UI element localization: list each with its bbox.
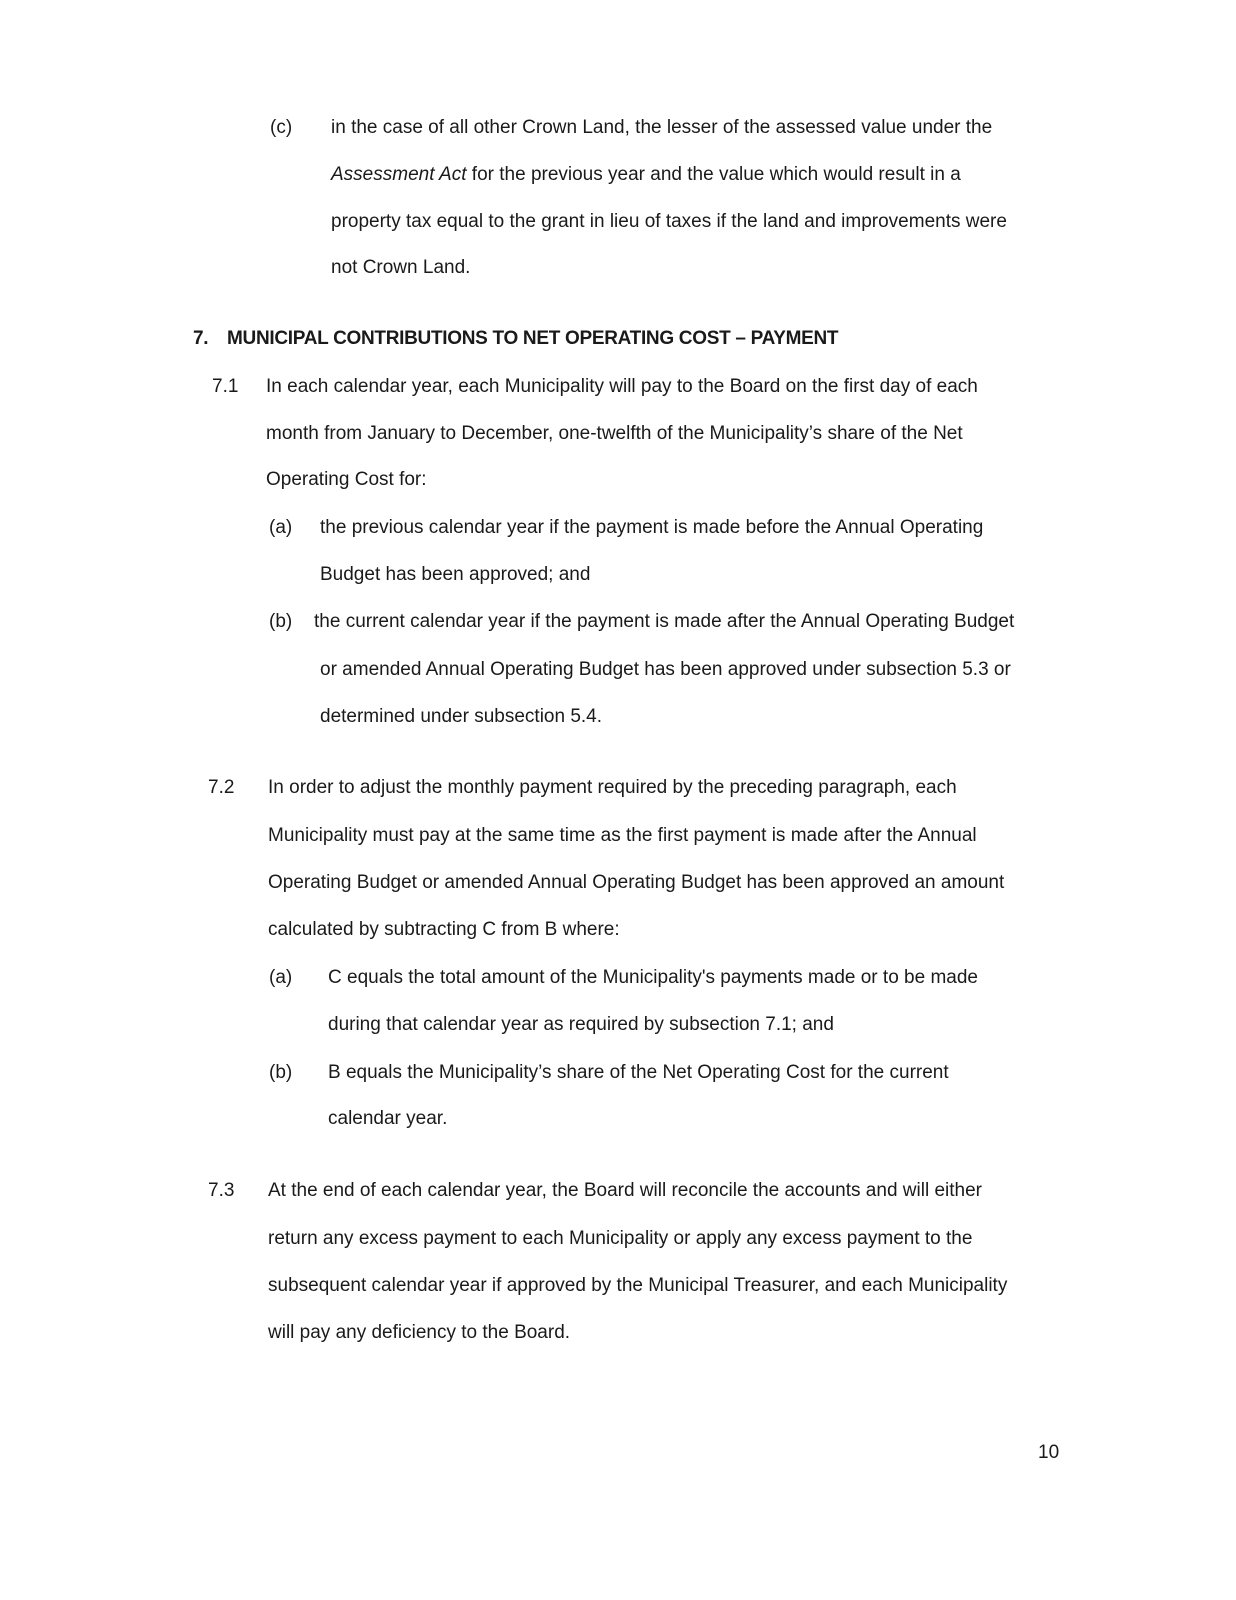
subsection-7-2-a-line-2: during that calendar year as required by subsection 7.1; and [328,1014,834,1035]
subsection-7-1-a-line-1: the previous calendar year if the payment is made before the Annual Operating [320,517,984,538]
subsection-7-2-line-4: calculated by subtracting C from B where: [268,919,620,940]
subsection-7-3-line-1: At the end of each calendar year, the Board will reconcile the accounts and will either [268,1180,982,1201]
subsection-7-3-line-3: subsequent calendar year if approved by the Municipal Treasurer, and each Municipality [268,1275,1008,1296]
subsection-7-2-number: 7.2 [208,777,235,798]
clause-6c-line-1: in the case of all other Crown Land, the lesser of the assessed value under the [331,117,993,138]
subsection-7-2-line-2: Municipality must pay at the same time as the first payment is made after the Annual [268,825,977,846]
subsection-7-1-b-line-2: or amended Annual Operating Budget has been approved under subsection 5.3 or [320,659,1011,680]
subsection-7-1-b-line-1: the current calendar year if the payment is made after the Annual Operating Budget [314,611,1015,632]
subsection-7-1-line-2: month from January to December, one-twelfth of the Municipality’s share of the Net [266,423,963,444]
section-7-number: 7. [193,328,209,349]
subsection-7-1-a-marker: (a) [269,517,293,538]
subsection-7-1-line-1: In each calendar year, each Municipality will pay to the Board on the first day of each [266,376,978,397]
clause-6c-line-2-rest: for the previous year and the value which would result in a [466,164,961,185]
subsection-7-2-a-line-1: C equals the total amount of the Municipality's payments made or to be made [328,967,978,988]
subsection-7-2-line-3: Operating Budget or amended Annual Operating Budget has been approved an amount [268,872,1005,893]
clause-6c-line-2 [331,163,961,187]
subsection-7-1-b-marker: (b) [269,611,293,632]
section-7-title: MUNICIPAL CONTRIBUTIONS TO NET OPERATING COST – PAYMENT [227,328,839,349]
clause-6c-line-4: not Crown Land. [331,257,471,278]
clause-6c-line-3: property tax equal to the grant in lieu of taxes if the land and improvements were [331,211,1007,232]
subsection-7-2-b-line-1: B equals the Municipality’s share of the Net Operating Cost for the current [328,1062,949,1083]
subsection-7-3-number: 7.3 [208,1180,235,1201]
subsection-7-1-a-line-2: Budget has been approved; and [320,564,591,585]
subsection-7-2-b-line-2: calendar year. [328,1108,448,1129]
subsection-7-3-line-4: will pay any deficiency to the Board. [268,1322,571,1343]
subsection-7-3-line-2: return any excess payment to each Municipality or apply any excess payment to the [268,1228,973,1249]
subsection-7-1-line-3: Operating Cost for: [266,469,427,490]
subsection-7-1-number: 7.1 [212,376,239,397]
subsection-7-2-a-marker: (a) [269,967,293,988]
subsection-7-2-line-1: In order to adjust the monthly payment required by the preceding paragraph, each [268,777,957,798]
assessment-act-title: Assessment Act [331,164,467,185]
subsection-7-1-b-line-3: determined under subsection 5.4. [320,706,603,727]
page-number: 10 [1038,1442,1060,1463]
subsection-7-2-b-marker: (b) [269,1062,293,1083]
clause-6c-marker: (c) [270,117,293,138]
